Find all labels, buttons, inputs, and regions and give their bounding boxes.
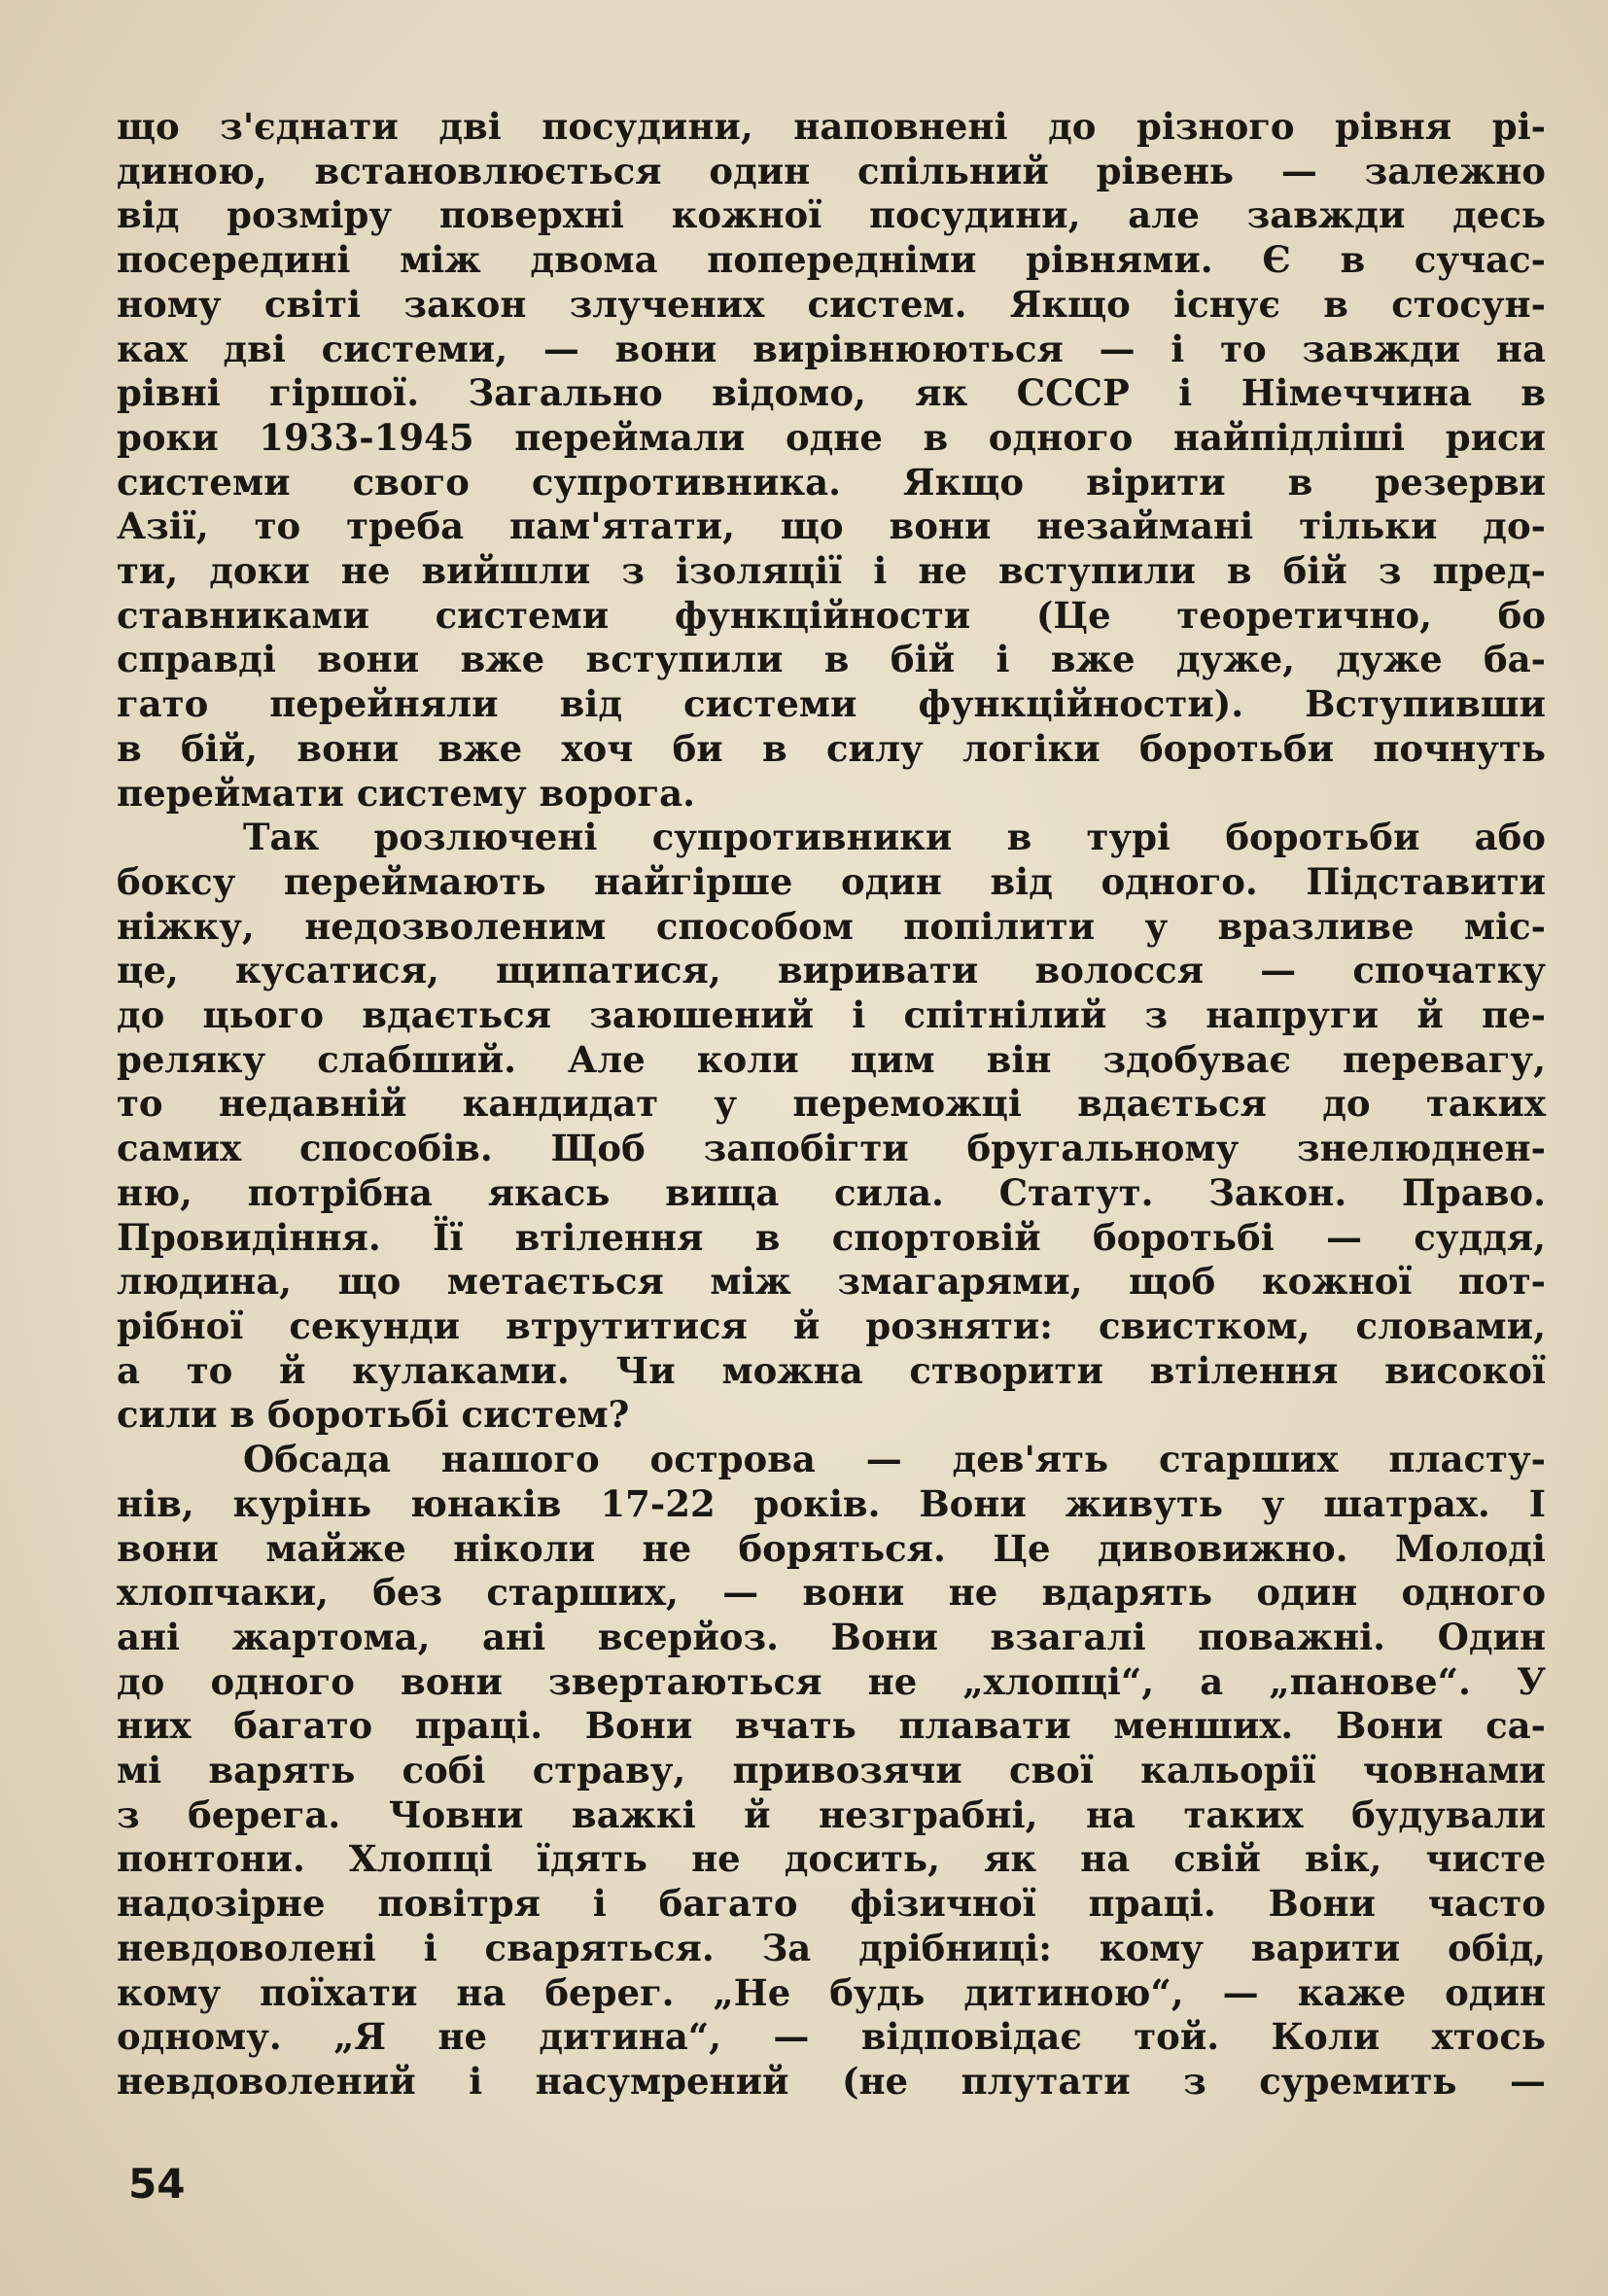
text-line: боксу переймають найгірше один від одного. Підставити <box>117 859 1546 903</box>
text-line: реляку слабший. Але коли цим він здобуває перевагу, <box>117 1037 1546 1081</box>
text-line: до цього вдається заюшений і спітнілий з напруги й пе- <box>117 993 1546 1037</box>
text-line: диною, встановлюється один спільний рівень — залежно <box>117 149 1546 192</box>
text-line: понтони. Хлопці їдять не досить, як на свій вік, чисте <box>117 1837 1546 1881</box>
text-line: роки 1933-1945 переймали одне в одного найпідліші риси <box>117 415 1546 459</box>
text-line: ти, доки не вийшли з ізоляції і не вступили в бій з пред- <box>117 549 1546 593</box>
text-line: одному. „Я не дитина“, — відповідає той. Коли хтось <box>117 2015 1546 2059</box>
text-line: Провидіння. Її втілення в спортовій боротьбі — суддя, <box>117 1215 1546 1259</box>
text-line: Обсада нашого острова — дев'ять старших пласту- <box>243 1438 1546 1481</box>
text-line: справді вони вже вступили в бій і вже дуже, дуже ба- <box>117 638 1546 681</box>
text-line: ному світі закон злучених систем. Якщо існує в стосун- <box>117 282 1546 326</box>
text-line: в бій, вони вже хоч би в силу логіки боротьби почнуть <box>117 726 1546 770</box>
text-line: а то й кулаками. Чи можна створити втілення високої <box>117 1348 1546 1392</box>
text-line: ставниками системи функційности (Це теоретично, бо <box>117 593 1546 637</box>
text-line: з берега. Човни важкі й незграбні, на таких будували <box>117 1792 1546 1836</box>
text-line: мі варять собі страву, привозячи свої кальорії човнами <box>117 1749 1546 1792</box>
text-line: невдоволені і сваряться. За дрібниці: кому варити обід, <box>117 1926 1546 1969</box>
text-line: рівні гіршої. Загально відомо, як СССР і Німеччина в <box>117 371 1546 415</box>
text-line: системи свого супротивника. Якщо вірити в резерви <box>117 460 1546 504</box>
paragraph-3 <box>117 1438 1546 2105</box>
text-line: посередині між двома попередніми рівнями. Є в сучас- <box>117 238 1546 282</box>
text-line: ані жартома, ані всерйоз. Вони взагалі поважні. Один <box>117 1615 1546 1658</box>
text-line: це, кусатися, щипатися, виривати волосся — спочатку <box>117 949 1546 992</box>
text-line: сили в боротьбі систем? <box>117 1393 630 1437</box>
text-line: самих способів. Щоб запобігти бругальному знелюднен- <box>117 1127 1546 1170</box>
text-line: ню, потрібна якась вища сила. Статут. Закон. Право. <box>117 1170 1546 1214</box>
text-line: невдоволений і насумрений (не плутати з суремить — <box>117 2059 1546 2103</box>
text-line: хлопчаки, без старших, — вони не вдарять один одного <box>117 1571 1546 1615</box>
text-line: вони майже ніколи не боряться. Це дивовижно. Молоді <box>117 1526 1546 1570</box>
text-line: рібної секунди втрутитися й розняти: свистком, словами, <box>117 1304 1546 1347</box>
text-line: них багато праці. Вони вчать плавати менших. Вони са- <box>117 1704 1546 1748</box>
text-line: від розміру поверхні кожної посудини, але завжди десь <box>117 193 1546 237</box>
text-line: ніжку, недозволеним способом попілити у вразливе міс- <box>117 904 1546 948</box>
text-line: що з'єднати дві посудини, наповнені до різного рівня рі- <box>117 105 1546 148</box>
text-line: людина, що метається між змагарями, щоб кожної пот- <box>117 1260 1546 1304</box>
text-line: Азії, то треба пам'ятати, що вони незаймані тільки до- <box>117 504 1546 548</box>
text-line: то недавній кандидат у переможці вдається до таких <box>117 1082 1546 1126</box>
page-body <box>117 105 1546 2105</box>
text-line: кому поїхати на берег. „Не будь дитиною“, — каже один <box>117 1970 1546 2014</box>
text-line: ках дві системи, — вони вирівнюються — і то завжди на <box>117 327 1546 370</box>
text-line: нів, курінь юнаків 17-22 років. Вони живуть у шатрах. І <box>117 1481 1546 1525</box>
page-number: 54 <box>128 2160 186 2208</box>
text-line: гато перейняли від системи функційности). Вступивши <box>117 682 1546 726</box>
paragraph-1 <box>117 105 1546 816</box>
paragraph-2 <box>117 816 1546 1438</box>
text-line: надозірне повітря і багато фізичної праці. Вони часто <box>117 1882 1546 1926</box>
text-line: до одного вони звертаються не „хлопці“, а „панове“. У <box>117 1659 1546 1703</box>
text-line: Так розлючені супротивники в турі боротьби або <box>243 816 1546 859</box>
text-line: переймати систему ворога. <box>117 771 695 815</box>
